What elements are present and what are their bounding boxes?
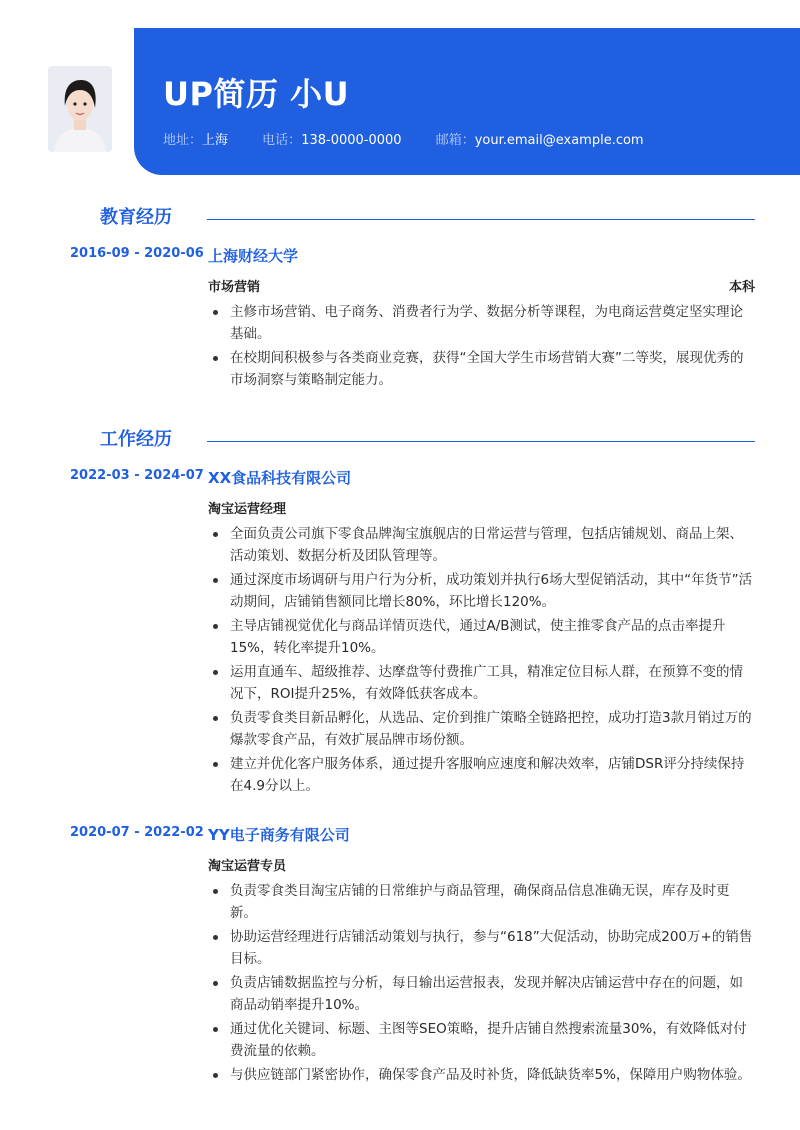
list-item: 负责零食类目新品孵化，从选品、定价到推广策略全链路把控，成功打造3款月销过万的爆款零食产品，有效扩展品牌市场份额。 — [210, 707, 755, 751]
list-item: 通过深度市场调研与用户行为分析，成功策划并执行6场大型促销活动，其中“年货节”活动期间，店铺销售额同比增长80%，环比增长120%。 — [210, 569, 755, 613]
list-item: 负责零食类目淘宝店铺的日常维护与商品管理，确保商品信息准确无误，库存及时更新。 — [210, 880, 755, 924]
list-item: 主修市场营销、电子商务、消费者行为学、数据分析等课程，为电商运营奠定坚实理论基础。 — [210, 301, 755, 345]
education-date: 2016-09 - 2020-06 — [70, 246, 204, 261]
avatar-portrait-icon — [48, 66, 112, 152]
degree: 本科 — [728, 280, 755, 295]
education-section-title: 教育经历 — [100, 207, 172, 228]
phone-value: 138-0000-0000 — [301, 133, 402, 148]
address-label: 地址： — [163, 133, 203, 148]
education-bullets — [210, 301, 755, 393]
list-item: 主导店铺视觉优化与商品详情页迭代，通过A/B测试，使主推零食产品的点击率提升15%，转化率提升10%。 — [210, 615, 755, 659]
list-item: 全面负责公司旗下零食品牌淘宝旗舰店的日常运营与管理，包括店铺规划、商品上架、活动策划、数据分析及团队管理等。 — [210, 523, 755, 567]
major: 市场营销 — [208, 280, 261, 295]
profile-photo — [48, 66, 112, 152]
list-item: 在校期间积极参与各类商业竞赛，获得“全国大学生市场营销大赛”二等奖，展现优秀的市场洞察与策略制定能力。 — [210, 347, 755, 391]
job-date: 2022-03 - 2024-07 — [70, 468, 204, 483]
job-date: 2020-07 - 2022-02 — [70, 825, 204, 840]
email-label: 邮箱： — [435, 133, 475, 148]
list-item: 通过优化关键词、标题、主图等SEO策略，提升店铺自然搜索流量30%，有效降低对付费流量的依赖。 — [210, 1018, 755, 1062]
job-title: 淘宝运营经理 — [208, 502, 287, 517]
list-item: 与供应链部门紧密协作，确保零食产品及时补货，降低缺货率5%，保障用户购物体验。 — [210, 1064, 755, 1086]
company-name: XX食品科技有限公司 — [208, 469, 352, 487]
email-value[interactable]: your.email@example.com — [474, 133, 644, 148]
list-item: 建立并优化客户服务体系，通过提升客服响应速度和解决效率，店铺DSR评分持续保持在4.9分以上。 — [210, 753, 755, 797]
list-item: 负责店铺数据监控与分析，每日输出运营报表，发现并解决店铺运营中存在的问题，如商品动销率提升10%。 — [210, 972, 755, 1016]
list-item: 运用直通车、超级推荐、达摩盘等付费推广工具，精准定位目标人群，在预算不变的情况下，ROI提升25%，有效降低获客成本。 — [210, 661, 755, 705]
header-banner — [134, 28, 800, 175]
job-bullets — [210, 880, 755, 1088]
work-divider — [207, 441, 755, 442]
job-bullets — [210, 523, 755, 799]
candidate-name: UP简历 小U — [163, 75, 350, 113]
contact-info — [163, 129, 674, 148]
phone-label: 电话： — [262, 133, 302, 148]
address-value: 上海 — [202, 133, 229, 148]
education-divider — [207, 219, 755, 220]
list-item: 协助运营经理进行店铺活动策划与执行，参与“618”大促活动，协助完成200万+的销售目标。 — [210, 926, 755, 970]
school-name: 上海财经大学 — [208, 247, 299, 265]
job-title: 淘宝运营专员 — [208, 859, 287, 874]
company-name: YY电子商务有限公司 — [208, 826, 350, 844]
work-section-title: 工作经历 — [100, 429, 172, 450]
